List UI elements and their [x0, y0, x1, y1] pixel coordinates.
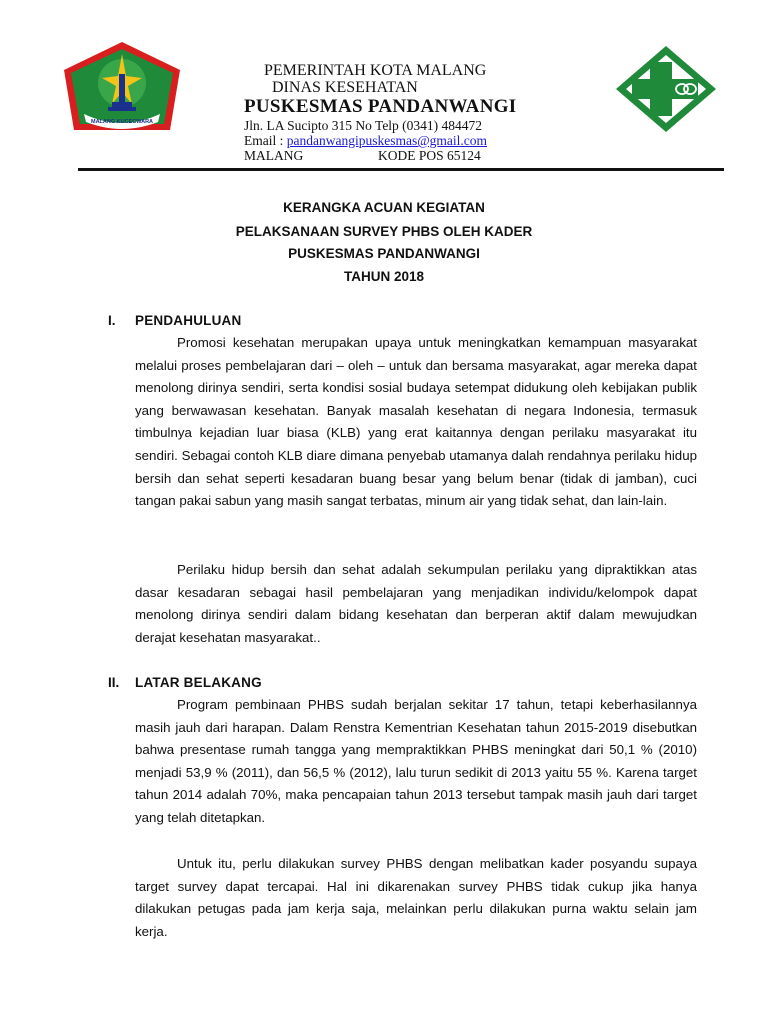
header-department: DINAS KESEHATAN: [272, 79, 418, 96]
doc-title-3: PUSKESMAS PANDANWANGI: [288, 246, 480, 261]
header-address: Jln. LA Sucipto 315 No Telp (0341) 484472: [244, 118, 483, 133]
header-government: PEMERINTAH KOTA MALANG: [264, 62, 487, 79]
header-city-line: [244, 148, 481, 164]
doc-title-4: TAHUN 2018: [343, 269, 425, 284]
section-title-pendahuluan: PENDAHULUAN: [135, 313, 242, 328]
doc-title-1: KERANGKA ACUAN KEGIATAN: [283, 200, 485, 215]
email-link[interactable]: pandanwangipuskesmas@gmail.com: [286, 133, 488, 148]
header-postal-code: KODE POS 65124: [378, 148, 481, 163]
header-divider: [78, 168, 724, 171]
paragraph: Perilaku hidup bersih dan sehat adalah sekumpulan perilaku yang dipraktikkan atas dasar kesadaran sebagai hasil pembelajaran yang menjadikan individu/kelompok dapat menolong dirinya sendiri dalam bidang kesehatan dan berperan aktif dalam mewujudkan derajat kesehatan masyarakat..: [135, 562, 697, 645]
header-institution: PUSKESMAS PANDANWANGI: [244, 96, 517, 117]
puskesmas-cross-logo-icon: [612, 44, 720, 134]
section-number: I.: [108, 313, 116, 328]
doc-title-2: PELAKSANAAN SURVEY PHBS OLEH KADER: [235, 224, 533, 239]
header-city: MALANG: [244, 148, 304, 163]
header-email-line: [244, 133, 487, 149]
paragraph: Untuk itu, perlu dilakukan survey PHBS dengan melibatkan kader posyandu supaya target survey dapat tercapai. Hal ini dikarenakan survey PHBS tidak cukup jika hanya dilakukan petugas pada jam kerja saja, melainkan perlu dilakukan purna waktu selain jam kerja.: [135, 856, 697, 939]
emblem-ribbon-text: MALANG KUCECWARA: [90, 119, 154, 125]
email-label: Email :: [244, 133, 287, 148]
paragraph: Promosi kesehatan merupakan upaya untuk meningkatkan kemampuan masyarakat melalui proses pembelajaran dari – oleh – untuk dan bersama masyarakat, agar mereka dapat menolong dirinya sendiri, serta kondisi sosial budaya setempat didukung oleh kebijakan publik yang berwawasan kesehatan. Banyak masalah kesehatan di negara Indonesia, termasuk timbulnya kejadian luar biasa (KLB) yang erat kaitannya dengan perilaku masyarakat itu sendiri. Sebagai contoh KLB diare dimana penyebab utamanya dalah rendahnya perilaku hidup bersih dan sehat seperti kesadaran buang besar yang belum benar (tidak di jamban), cuci tangan pakai sabun yang masih sangat terbatas, minum air yang tidak sehat, dan lain-lain.: [135, 335, 697, 509]
section-number: II.: [108, 675, 120, 690]
paragraph: Program pembinaan PHBS sudah berjalan sekitar 17 tahun, tetapi keberhasilannya masih jauh dari harapan. Dalam Renstra Kementrian Kesehatan tahun 2015-2019 disebutkan bahwa presentase rumah tangga yang mempraktikkan PHBS meningkat dari 50,1 % (2010) menjadi 53,9 % (2011), dan 56,5 % (2012), lalu turun sedikit di 2013 yaitu 55 %. Karena target tahun 2014 adalah 70%, maka pencapaian tahun 2013 tersebut tampak masih jauh dari target yang telah ditetapkan.: [135, 697, 697, 825]
malang-city-emblem-icon: [62, 40, 182, 132]
section-title-latar-belakang: LATAR BELAKANG: [135, 675, 262, 690]
